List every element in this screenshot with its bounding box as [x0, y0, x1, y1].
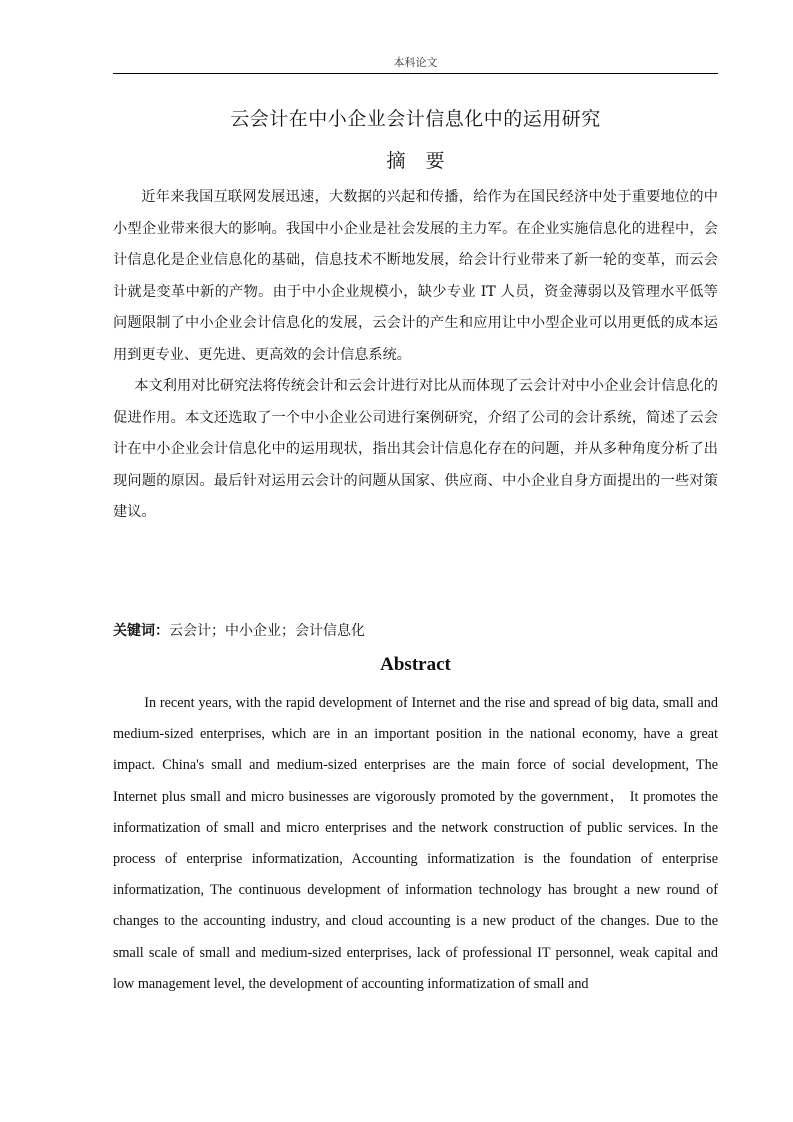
keywords-line [113, 620, 718, 640]
abstract-en-heading: Abstract [380, 654, 451, 675]
running-header: 本科论文 [393, 56, 438, 69]
abstract-en-body [113, 688, 718, 1000]
keywords-label: 关键词： [113, 623, 169, 639]
keywords-value: 云会计；中小企业；会计信息化 [169, 623, 365, 639]
paper-title: 云会计在中小企业会计信息化中的运用研究 [230, 108, 601, 130]
abstract-cn-paragraph-1: 近年来我国互联网发展迅速，大数据的兴起和传播，给作为在国民经济中处于重要地位的中小型企业带来很大的影响。我国中小企业是社会发展的主力军。在企业实施信息化的进程中，会计信息化是企业信息化的基础，信息技术不断地发展，给会计行业带来了新一轮的变革，而云会计就是变革中新的产物。由于中小企业规模小，缺少专业 IT 人员，资金薄弱以及管理水平低等问题限制了中小企业会计信息化的发展，云会计的产生和应用让中小型企业可以用更低的成本运用到更专业、更先进、更高效的会计信息系统。 [113, 189, 718, 363]
abstract-cn-paragraph-2: 本文利用对比研究法将传统会计和云会计进行对比从而体现了云会计对中小企业会计信息化的促进作用。本文还选取了一个中小企业公司进行案例研究，介绍了公司的会计系统，简述了云会计在中小企业会计信息化中的运用现状，指出其会计信息化存在的问题，并从多种角度分析了出现问题的原因。最后针对运用云会计的问题从国家、供应商、中小企业自身方面提出的一些对策建议。 [113, 378, 718, 520]
abstract-en-paragraph-1: In recent years, with the rapid development of Internet and the rise and spread of big data, small and medium-sized enterprises, which are in an important position in the national economy, have a great impact. China's small and medium-sized enterprises are the main force of social development, The Internet plus small and micro businesses are vigorously promoted by the government， It promotes the informatization of small and micro enterprises and the network construction of public services. In the process of enterprise informatization, Accounting informatization is the foundation of enterprise informatization, The continuous development of information technology has brought a new round of changes to the accounting industry, and cloud accounting is a new product of the changes. Due to the small scale of small and medium-sized enterprises, lack of professional IT personnel, weak capital and low management level, the development of accounting informatization of small and [113, 695, 718, 992]
abstract-cn-heading: 摘要 [386, 150, 465, 172]
header-rule [113, 73, 718, 74]
abstract-cn-body [113, 182, 718, 529]
